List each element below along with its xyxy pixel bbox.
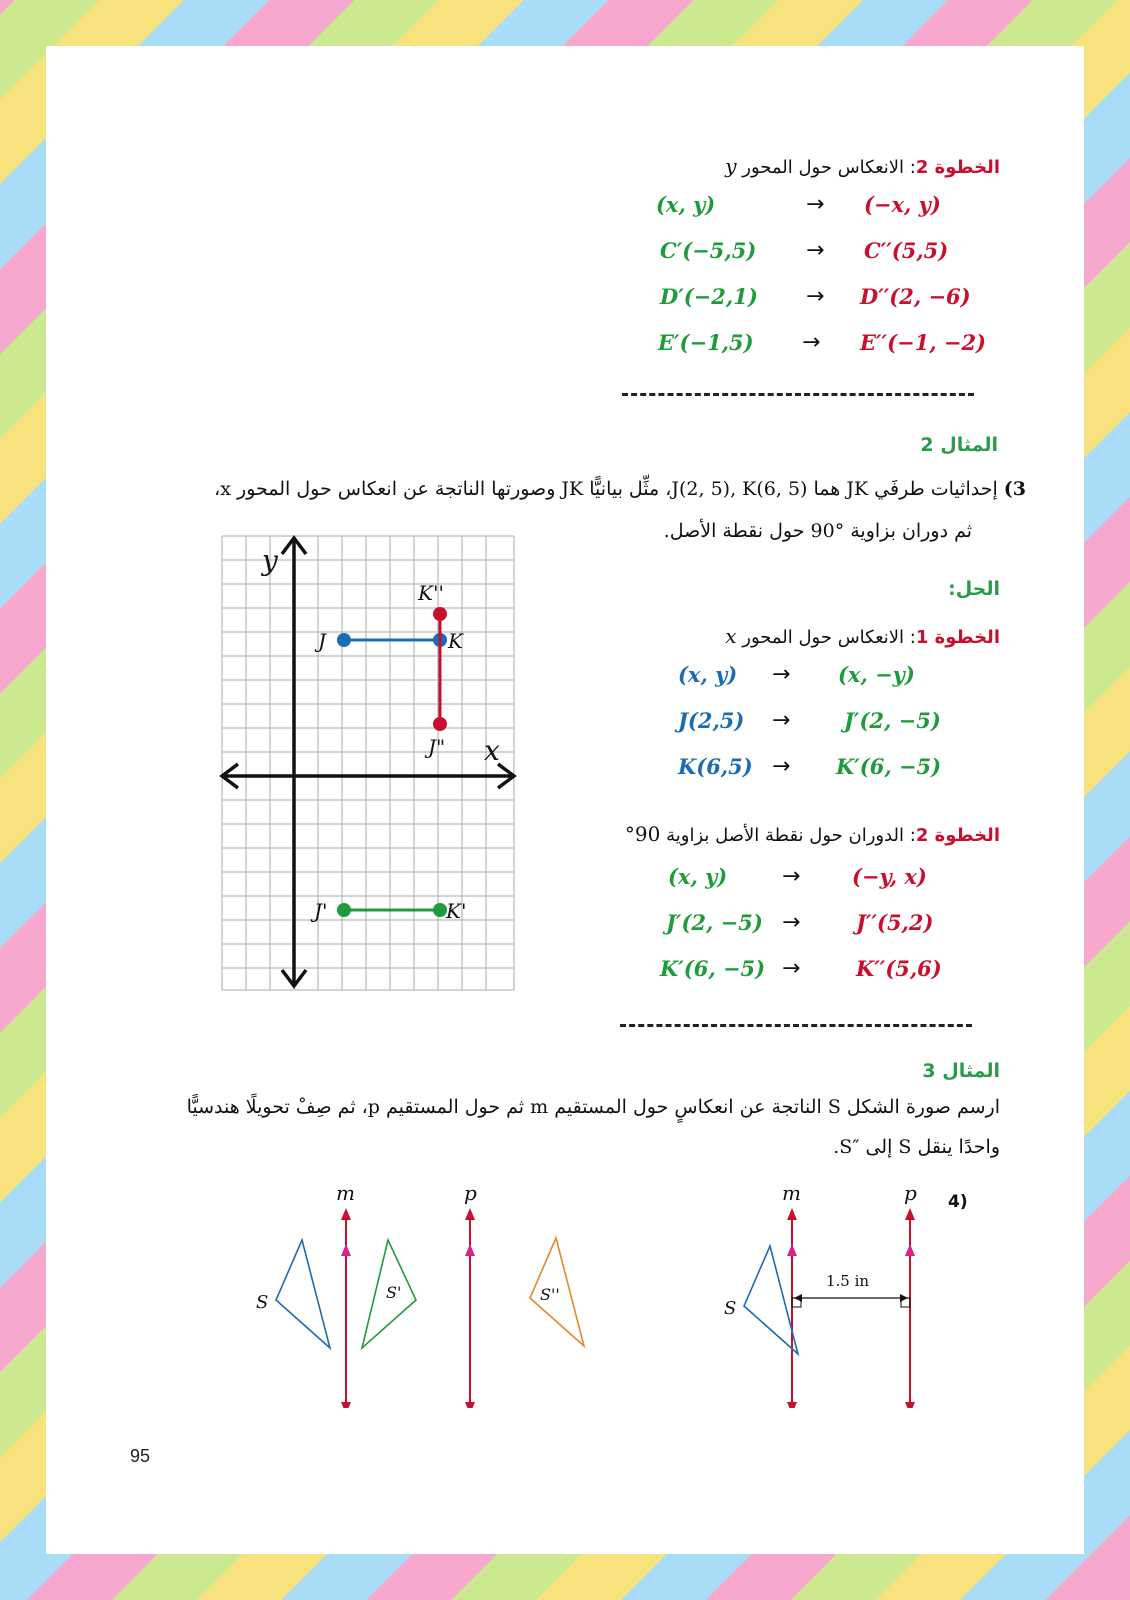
point-k2 (433, 607, 447, 621)
problem-line-2: ثم دوران بزاوية °90 حول نقطة الأصل. (663, 520, 972, 542)
table-row: (x, y) → (−x, y) (656, 192, 941, 217)
coordinate-graph (218, 532, 518, 992)
table-row: (x, y) → (x, −y) (678, 662, 915, 687)
problem-number: 3) (1003, 478, 1026, 500)
page-number: 95 (130, 1446, 151, 1466)
problem-line-1: إحداثيات طرفَي JK هما J(2, 5), K(6, 5)، مثِّل بيانيًّا JK وصورتها الناتجة عن انعكاس حول المحور x، (214, 478, 998, 500)
step2-table (646, 864, 996, 1002)
label-k1: K' (446, 899, 467, 923)
distance-label: 1.5 in (826, 1272, 870, 1290)
label-k2: K'' (418, 581, 444, 605)
shape-s (276, 1240, 330, 1348)
step-text: : الدوران حول نقطة الأصل بزاوية (666, 825, 916, 846)
label-j: J (318, 629, 327, 653)
step1-table (656, 662, 996, 800)
label-s: S (256, 1292, 269, 1313)
step2-top-table (606, 192, 986, 376)
step-label: الخطوة 1 (915, 627, 1000, 648)
point-j (337, 633, 351, 647)
label-s: S (724, 1298, 737, 1319)
example-2-heading: المثال 2 (920, 434, 998, 456)
table-row: K′(6, −5) → K′′(5,6) (660, 956, 942, 981)
table-row: J(2,5) → J′(2, −5) (678, 708, 941, 733)
step2-heading (625, 822, 1000, 846)
label-j2: J" (428, 735, 446, 759)
step-text: : الانعكاس حول المحور (742, 627, 916, 648)
table-row: K(6,5) → K′(6, −5) (678, 754, 942, 779)
y-axis-label: y (262, 544, 278, 577)
solution-label: الحل: (948, 578, 1000, 600)
label-m: m (336, 1181, 355, 1205)
axes (222, 538, 514, 986)
table-row: C′(−5,5) → C′′(5,5) (660, 238, 949, 263)
table-row: D′(−2,1) → D′′(2, −6) (660, 284, 971, 309)
step-label: الخطوة 2 (915, 157, 1000, 178)
step-text: : الانعكاس حول المحور (742, 157, 916, 178)
problem-line-1: ارسم صورة الشكل S الناتجة عن انعكاسٍ حول المستقيم m ثم حول المستقيم p، ثم صِفْ تحويلًا هندسيًّا (186, 1096, 1000, 1118)
axis-name: y (725, 154, 737, 178)
divider (622, 393, 974, 396)
step1-heading (725, 624, 1000, 648)
step2-top-heading (725, 154, 1000, 178)
label-k: K (448, 629, 463, 653)
table-row: E′(−1,5) → E′′(−1, −2) (658, 330, 986, 355)
table-row: (x, y) → (−y, x) (668, 864, 927, 889)
point-j2 (433, 717, 447, 731)
axis-name: x (725, 624, 737, 648)
divider (620, 1024, 972, 1027)
example-2-problem (86, 478, 1026, 500)
midpoint-marker-p (905, 1244, 915, 1256)
parallel-lines-figure (696, 1178, 936, 1408)
label-m: m (782, 1181, 801, 1205)
point-j1 (337, 903, 351, 917)
label-p: p (904, 1181, 917, 1205)
problem-line-2: واحدًا ينقل S إلى ″S. (833, 1136, 1000, 1158)
x-axis-label: x (484, 734, 500, 767)
grid (222, 536, 514, 990)
reflection-figure (242, 1178, 622, 1408)
page (46, 46, 1084, 1554)
label-j1: J' (314, 899, 328, 923)
midpoint-marker-m (341, 1244, 351, 1256)
midpoint-marker-m (787, 1244, 797, 1256)
table-row: J′(2, −5) → J′′(5,2) (666, 910, 934, 935)
label-s2: S'' (540, 1285, 560, 1304)
example-3-heading: المثال 3 (922, 1060, 1000, 1082)
step-label: الخطوة 2 (915, 825, 1000, 846)
problem-number: 4) (948, 1192, 968, 1212)
midpoint-marker-p (465, 1244, 475, 1256)
point-k1 (433, 903, 447, 917)
shape-s (744, 1246, 798, 1354)
angle-value: 90° (624, 822, 661, 846)
label-p: p (464, 1181, 477, 1205)
label-s1: S' (386, 1283, 402, 1302)
